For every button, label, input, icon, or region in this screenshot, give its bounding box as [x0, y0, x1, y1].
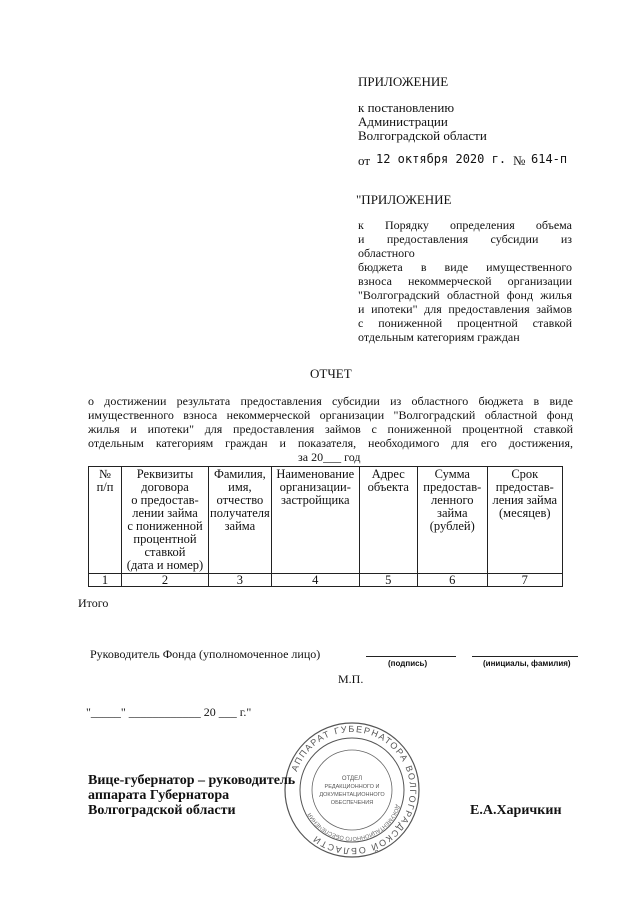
position-line-2: аппарата Губернатора — [88, 788, 230, 803]
head-label: Руководитель Фонда (уполномоченное лицо) — [90, 647, 321, 661]
table-header-cell: Наименование организации- застройщика — [271, 467, 359, 574]
inner-appendix-line: к Порядку определения объема — [358, 218, 572, 232]
appendix-line-1: к постановлению — [358, 100, 455, 115]
svg-text:РЕДАКЦИОННОГО И: РЕДАКЦИОННОГО И — [324, 784, 380, 790]
table-number-cell: 7 — [487, 574, 562, 587]
inner-appendix-line: и ипотеки" для предоставления займов — [358, 302, 572, 316]
department-stamp — [282, 720, 422, 860]
report-year-line: за 20___ год — [298, 450, 361, 464]
signatory-name: Е.А.Харичкин — [470, 803, 562, 818]
signature-line — [366, 656, 456, 657]
table-header-row — [89, 467, 563, 574]
report-description-line: жилья и ипотеки" для предоставления займов с пониженной процентной ставкой — [88, 422, 573, 436]
table-header-cell: № п/п — [89, 467, 122, 574]
appendix-title: ПРИЛОЖЕНИЕ — [358, 74, 449, 89]
initials-line — [472, 656, 578, 657]
report-description — [88, 394, 573, 450]
position-line-3: Волгоградской области — [88, 803, 236, 818]
report-table — [88, 466, 563, 587]
inner-appendix-line: отдельным категориям граждан — [358, 330, 520, 344]
inner-appendix-line: с пониженной процентной ставкой — [358, 316, 572, 330]
appendix-date-prefix: от — [358, 153, 371, 168]
report-title: ОТЧЕТ — [310, 366, 352, 381]
inner-appendix-line: взноса некоммерческой организации — [358, 274, 572, 288]
appendix-line-3: Волгоградской области — [358, 128, 487, 143]
svg-text:ДОКУМЕНТАЦИОННОГО: ДОКУМЕНТАЦИОННОГО — [319, 792, 385, 798]
appendix-number-prefix: № — [513, 153, 526, 168]
svg-text:ДОКУМЕНТАЦИОННОГО ОБЕСПЕЧЕНИЯ: ДОКУМЕНТАЦИОННОГО ОБЕСПЕЧЕНИЯ — [307, 803, 401, 842]
svg-text:ОТДЕЛ: ОТДЕЛ — [341, 776, 363, 782]
inner-appendix-line: бюджета в виде имущественного — [358, 260, 572, 274]
table-header-cell: Реквизиты договора о предостав- лении займа с пониженной процентной ставкой (дата и номер) — [122, 467, 209, 574]
inner-appendix-title: "ПРИЛОЖЕНИЕ — [356, 192, 452, 207]
total-label: Итого — [78, 596, 109, 610]
inner-appendix-text — [358, 218, 572, 344]
table-header-cell: Адрес объекта — [359, 467, 417, 574]
table-header-cell: Фамилия, имя, отчество получателя займа — [209, 467, 272, 574]
seal-label: М.П. — [338, 672, 364, 686]
svg-text:ОБЕСПЕЧЕНИЯ: ОБЕСПЕЧЕНИЯ — [330, 800, 374, 806]
appendix-date: 12 октября 2020 г. — [376, 152, 507, 166]
table-number-cell: 5 — [359, 574, 417, 587]
table-number-row — [89, 574, 563, 587]
table-number-cell: 3 — [209, 574, 272, 587]
appendix-line-2: Администрации — [358, 114, 448, 129]
table-header-cell: Сумма предостав- ленного займа (рублей) — [417, 467, 487, 574]
appendix-number: 614-п — [531, 152, 568, 166]
initials-caption: (инициалы, фамилия) — [483, 659, 571, 668]
table-number-cell: 6 — [417, 574, 487, 587]
report-description-line: имущественного взноса некоммерческой организации "Волгоградский областной фонд — [88, 408, 573, 422]
inner-appendix-line: и предоставления субсидии из областного — [358, 232, 572, 260]
inner-appendix-line: "Волгоградский областной фонд жилья — [358, 288, 572, 302]
table-number-cell: 2 — [122, 574, 209, 587]
date-template: "_____" ____________ 20 ___ г." — [86, 705, 252, 719]
table-header-cell: Срок предостав- ления займа (месяцев) — [487, 467, 562, 574]
report-description-line: о достижении результата предоставления субсидии из областного бюджета в виде — [88, 394, 573, 408]
table-number-cell: 4 — [271, 574, 359, 587]
position-line-1: Вице-губернатор – руководитель — [88, 773, 296, 788]
svg-text:АППАРАТ ГУБЕРНАТОРА ВОЛГОГРАДС: АППАРАТ ГУБЕРНАТОРА ВОЛГОГРАДСКОЙ ОБЛАСТИ — [289, 723, 419, 857]
report-description-line: отдельным категориям граждан и показателя, необходимого для его достижения, — [88, 436, 573, 450]
signature-caption: (подпись) — [388, 659, 428, 668]
table-number-cell: 1 — [89, 574, 122, 587]
